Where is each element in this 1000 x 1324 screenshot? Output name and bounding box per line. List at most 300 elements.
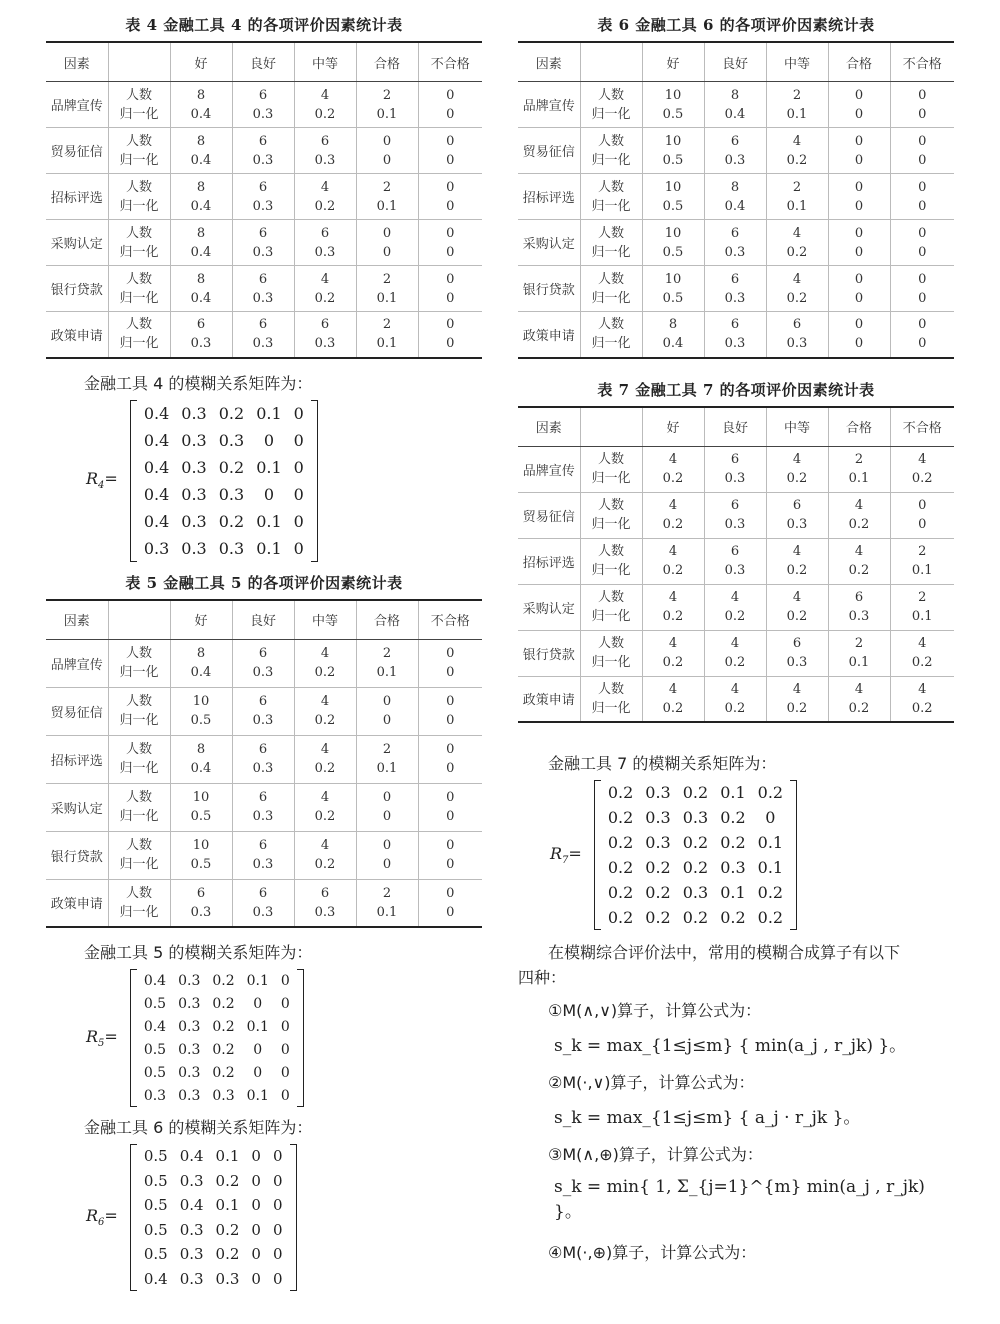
matrix-cell: 0.4	[143, 1269, 168, 1288]
count-value: 4	[320, 790, 330, 805]
table-row	[518, 538, 954, 584]
value-cell	[890, 128, 954, 174]
value-cell	[828, 312, 890, 358]
matrix-row	[138, 1061, 296, 1084]
matrix-cell: 0.5	[143, 1064, 167, 1081]
count-value: 2	[382, 742, 392, 757]
matrix-cell: 0	[272, 1220, 283, 1239]
matrix-cell: 0.2	[607, 783, 634, 802]
formula-3: s_k = min{ 1, Σ_{j=1}^{m} min(a_j , r_jk) }。	[554, 1177, 925, 1222]
table-row	[518, 630, 954, 676]
count-value: 8	[730, 87, 740, 103]
matrix-cell: 0.3	[682, 883, 709, 902]
column-header: 不合格	[418, 600, 482, 640]
matrix-cell: 0	[251, 1269, 261, 1288]
count-value: 2	[854, 452, 864, 467]
operator-2-label: ②M(·,∨)算子，计算公式为：	[548, 1073, 755, 1092]
row-sub-labels	[580, 82, 642, 128]
normalized-value: 0.3	[848, 609, 870, 624]
matrix-cell: 0	[251, 1171, 261, 1190]
normalized-value: 0.3	[314, 152, 336, 168]
matrix-symbol: R	[86, 469, 99, 489]
factor-label: 贸易征信	[46, 687, 108, 735]
matrix-cell: 0.2	[215, 1171, 240, 1190]
value-cell	[642, 220, 704, 266]
row-sub-labels	[580, 128, 642, 174]
sub-label: 人数	[597, 317, 624, 333]
value-cell	[356, 266, 418, 312]
value-cell	[356, 687, 418, 735]
count-value: 8	[730, 179, 740, 195]
matrix-cell: 0	[293, 511, 304, 531]
count-value: 0	[446, 225, 455, 241]
normalized-value: 0	[854, 152, 864, 168]
normalized-value: 0.4	[190, 665, 212, 680]
normalized-value: 0.3	[724, 290, 746, 306]
factor-label: 采购认定	[46, 783, 108, 831]
count-value: 6	[730, 225, 740, 241]
sub-label: 人数	[125, 646, 152, 661]
normalized-value: 0.1	[911, 609, 933, 624]
count-value: 0	[918, 87, 927, 103]
matrix-cell: 0	[280, 972, 290, 989]
operator-1-label: ①M(∧,∨)算子，计算公式为：	[548, 1001, 762, 1020]
count-value: 4	[668, 590, 678, 605]
matrix-cell: 0.2	[215, 1245, 240, 1264]
value-cell	[642, 174, 704, 220]
value-cell	[642, 538, 704, 584]
matrix-brackets	[130, 400, 318, 562]
matrix-row	[138, 481, 310, 508]
normalized-value: 0.5	[190, 809, 212, 824]
matrix-cell: 0	[293, 403, 304, 423]
count-value: 4	[854, 681, 864, 697]
value-cell	[232, 266, 294, 312]
table-row	[518, 128, 954, 174]
table-row	[518, 446, 954, 492]
matrix-cell: 0.2	[218, 457, 245, 477]
normalized-value: 0.4	[190, 244, 212, 260]
table-row	[46, 82, 482, 128]
matrix-cell: 0.3	[212, 1087, 235, 1104]
sub-label: 人数	[597, 544, 624, 559]
formula-2: s_k = max_{1≤j≤m} { a_j · r_jk }。	[554, 1108, 861, 1128]
column-header	[108, 600, 170, 640]
equals-sign: =	[104, 469, 118, 489]
column-header: 合格	[356, 42, 418, 82]
row-sub-labels	[108, 312, 170, 358]
sub-label: 归一化	[591, 336, 631, 352]
row-sub-labels	[580, 446, 642, 492]
value-cell	[294, 687, 356, 735]
column-header: 不合格	[890, 42, 954, 82]
sub-label: 归一化	[591, 471, 631, 486]
value-cell	[294, 174, 356, 220]
value-cell	[828, 584, 890, 630]
value-cell	[766, 676, 828, 722]
normalized-value: 0.2	[911, 471, 933, 486]
matrix-cell: 0	[293, 484, 304, 504]
matrix-cell: 0.2	[682, 833, 709, 852]
matrix-cell: 0.5	[143, 1245, 168, 1264]
matrix-cell: 0.5	[143, 995, 167, 1012]
count-value: 4	[730, 590, 740, 605]
value-cell	[170, 312, 232, 358]
column-header: 中等	[766, 407, 828, 447]
sub-label: 人数	[125, 225, 152, 241]
count-value: 6	[792, 317, 802, 333]
value-cell	[766, 492, 828, 538]
count-value: 2	[918, 544, 927, 559]
normalized-value: 0.1	[376, 106, 398, 122]
count-value: 8	[196, 225, 206, 241]
count-value: 4	[668, 498, 678, 513]
normalized-value: 0.2	[314, 761, 336, 776]
matrix-cell: 0.4	[143, 484, 170, 504]
matrix-cell: 0.2	[757, 908, 784, 927]
count-value: 6	[258, 742, 268, 757]
matrix-cell: 0.3	[645, 808, 671, 827]
count-value: 6	[258, 694, 268, 709]
matrix-cell: 0.3	[178, 1087, 201, 1104]
sub-label: 归一化	[119, 290, 159, 306]
value-cell	[356, 220, 418, 266]
count-value: 0	[854, 87, 864, 103]
value-cell	[704, 446, 766, 492]
table-header-row	[46, 600, 482, 640]
value-cell	[704, 82, 766, 128]
value-cell	[642, 584, 704, 630]
value-cell	[642, 312, 704, 358]
matrix-cell: 0.3	[178, 1018, 201, 1035]
normalized-value: 0	[446, 152, 455, 168]
count-value: 8	[196, 133, 206, 149]
matrix-cell: 0.3	[218, 430, 245, 450]
value-cell	[642, 446, 704, 492]
count-value: 2	[918, 590, 927, 605]
normalized-value: 0	[918, 336, 927, 352]
row-sub-labels	[580, 266, 642, 312]
row-sub-labels	[108, 266, 170, 312]
sub-label: 归一化	[591, 609, 631, 624]
normalized-value: 0.2	[724, 655, 746, 670]
sub-label: 人数	[597, 179, 624, 195]
count-value: 0	[854, 225, 864, 241]
count-value: 8	[196, 742, 206, 757]
normalized-value: 0.3	[252, 106, 274, 122]
equals-sign: =	[104, 1026, 118, 1046]
factor-label: 招标评选	[46, 174, 108, 220]
normalized-value: 0	[382, 244, 392, 260]
sub-label: 人数	[125, 694, 152, 709]
matrix-label	[86, 1206, 124, 1228]
value-cell	[828, 676, 890, 722]
matrix-cell: 0.3	[720, 858, 746, 877]
column-header: 良好	[232, 600, 294, 640]
column-header: 不合格	[890, 407, 954, 447]
normalized-value: 0	[446, 857, 455, 872]
count-value: 4	[792, 225, 802, 241]
value-cell	[356, 128, 418, 174]
sub-label: 归一化	[119, 713, 159, 728]
matrix-cell: 0.3	[143, 1087, 167, 1104]
matrix-r7-intro: 金融工具 7 的模糊关系矩阵为：	[548, 754, 777, 773]
value-cell	[890, 82, 954, 128]
count-value: 10	[192, 790, 210, 805]
normalized-value: 0	[854, 106, 864, 122]
matrix-label	[86, 469, 124, 491]
factor-label: 采购认定	[518, 584, 580, 630]
matrix-cell: 0.4	[179, 1147, 204, 1166]
normalized-value: 0.3	[252, 290, 274, 306]
matrix-cell: 0	[251, 1147, 261, 1166]
count-value: 6	[196, 317, 206, 333]
value-cell	[828, 446, 890, 492]
factor-label: 品牌宣传	[518, 82, 580, 128]
matrix-row	[138, 535, 310, 562]
normalized-value: 0.2	[662, 517, 684, 532]
sub-label: 人数	[125, 790, 152, 805]
matrix-cell: 0.2	[720, 833, 746, 852]
value-cell	[766, 630, 828, 676]
row-sub-labels	[580, 312, 642, 358]
table-row	[46, 687, 482, 735]
normalized-value: 0.2	[848, 517, 870, 532]
normalized-value: 0	[446, 244, 455, 260]
value-cell	[356, 735, 418, 783]
count-value: 4	[730, 636, 740, 651]
matrix-brackets	[594, 780, 797, 930]
matrix-cell: 0.3	[181, 538, 207, 558]
matrix-cell: 0.3	[645, 783, 671, 802]
count-value: 0	[918, 179, 927, 195]
value-cell	[766, 446, 828, 492]
matrix-symbol: R	[550, 843, 563, 863]
sub-label: 归一化	[591, 290, 631, 306]
value-cell	[828, 538, 890, 584]
normalized-value: 0.4	[724, 106, 746, 122]
count-value: 4	[320, 838, 330, 853]
normalized-value: 0	[446, 198, 455, 214]
count-value: 6	[258, 838, 268, 853]
count-value: 4	[668, 452, 678, 467]
normalized-value: 0.1	[786, 198, 808, 214]
factor-label: 银行贷款	[518, 630, 580, 676]
table-header-row	[46, 42, 482, 82]
count-value: 6	[730, 452, 740, 467]
normalized-value: 0.4	[662, 336, 684, 352]
value-cell	[232, 687, 294, 735]
matrix-cell: 0.3	[179, 1171, 204, 1190]
matrix-cell: 0.3	[181, 484, 207, 504]
value-cell	[642, 492, 704, 538]
matrix-cell: 0.5	[143, 1196, 168, 1215]
sub-label: 人数	[597, 636, 624, 651]
matrix-cell: 0.1	[757, 858, 784, 877]
count-value: 4	[320, 271, 330, 287]
matrix-cell: 0.4	[179, 1196, 204, 1215]
count-value: 2	[382, 885, 392, 901]
table-7	[518, 406, 954, 724]
column-header: 良好	[704, 407, 766, 447]
normalized-value: 0.2	[848, 563, 870, 578]
count-value: 0	[918, 225, 927, 241]
factor-label: 采购认定	[46, 220, 108, 266]
count-value: 6	[320, 317, 330, 333]
matrix-cell: 0.1	[720, 883, 746, 902]
matrix-cell: 0.2	[607, 908, 634, 927]
paragraph-line-1: 在模糊综合评价法中，常用的模糊合成算子有以下	[548, 943, 901, 962]
normalized-value: 0.3	[190, 904, 212, 920]
matrix-cell: 0.3	[179, 1220, 204, 1239]
sub-label: 归一化	[591, 198, 631, 214]
column-header: 合格	[828, 42, 890, 82]
matrix-cell: 0.4	[143, 403, 170, 423]
normalized-value: 0.3	[786, 517, 808, 532]
count-value: 6	[258, 317, 268, 333]
matrix-cell: 0.2	[645, 858, 671, 877]
count-value: 4	[668, 636, 678, 651]
value-cell	[642, 266, 704, 312]
count-value: 10	[664, 179, 682, 195]
sub-label: 人数	[597, 271, 624, 287]
matrix-cell: 0	[253, 995, 263, 1012]
column-header: 因素	[46, 600, 108, 640]
matrix-cell: 0.3	[218, 484, 245, 504]
normalized-value: 0.1	[848, 471, 870, 486]
value-cell	[704, 492, 766, 538]
normalized-value: 0.3	[314, 244, 336, 260]
table-row	[46, 220, 482, 266]
matrix-symbol: R	[86, 1026, 99, 1046]
row-sub-labels	[108, 174, 170, 220]
count-value: 0	[446, 742, 455, 757]
normalized-value: 0.2	[848, 700, 870, 716]
count-value: 6	[258, 225, 268, 241]
factor-label: 品牌宣传	[46, 82, 108, 128]
normalized-value: 0	[918, 517, 927, 532]
matrix-row	[138, 992, 296, 1015]
normalized-value: 0.3	[724, 563, 746, 578]
value-cell	[232, 174, 294, 220]
count-value: 2	[792, 179, 802, 195]
value-cell	[418, 783, 482, 831]
count-value: 4	[918, 452, 927, 467]
value-cell	[890, 584, 954, 630]
value-cell	[642, 82, 704, 128]
normalized-value: 0	[446, 809, 455, 824]
value-cell	[766, 174, 828, 220]
value-cell	[704, 128, 766, 174]
normalized-value: 0	[446, 761, 455, 776]
sub-label: 归一化	[591, 152, 631, 168]
matrix-cell: 0	[253, 1064, 263, 1081]
matrix-cell: 0.2	[645, 883, 671, 902]
factor-label: 政策申请	[518, 312, 580, 358]
matrix-cell: 0.4	[143, 972, 167, 989]
sub-label: 归一化	[591, 563, 631, 578]
normalized-value: 0.1	[848, 655, 870, 670]
normalized-value: 0.1	[376, 761, 398, 776]
value-cell	[356, 82, 418, 128]
matrix-row	[138, 1015, 296, 1038]
matrix-row	[602, 905, 789, 930]
column-header: 好	[642, 407, 704, 447]
matrix-cell: 0.3	[143, 538, 170, 558]
value-cell	[418, 82, 482, 128]
matrix-cell: 0	[272, 1245, 283, 1264]
table-row	[518, 676, 954, 722]
left-column	[46, 0, 482, 1291]
matrix-cell: 0.5	[143, 1147, 168, 1166]
sub-label: 人数	[125, 317, 152, 333]
matrix-row	[138, 1267, 289, 1292]
table-4-caption: 表 4 金融工具 4 的各项评价因素统计表	[125, 16, 403, 34]
count-value: 0	[446, 87, 455, 103]
right-column	[518, 0, 954, 1263]
matrix-r5-intro: 金融工具 5 的模糊关系矩阵为：	[84, 943, 313, 962]
value-cell	[642, 676, 704, 722]
factor-label: 政策申请	[46, 879, 108, 927]
value-cell	[418, 831, 482, 879]
count-value: 8	[196, 271, 206, 287]
value-cell	[356, 879, 418, 927]
matrix-cell: 0	[765, 808, 776, 827]
column-header: 中等	[294, 42, 356, 82]
value-cell	[418, 128, 482, 174]
table-7-caption: 表 7 金融工具 7 的各项评价因素统计表	[597, 380, 875, 399]
value-cell	[890, 220, 954, 266]
sub-label: 归一化	[119, 761, 159, 776]
value-cell	[294, 831, 356, 879]
row-sub-labels	[580, 584, 642, 630]
factor-label: 贸易征信	[46, 128, 108, 174]
normalized-value: 0.2	[314, 106, 336, 122]
count-value: 4	[792, 271, 802, 287]
value-cell	[294, 783, 356, 831]
matrix-r6-intro: 金融工具 6 的模糊关系矩阵为：	[84, 1118, 313, 1137]
sub-label: 人数	[125, 271, 152, 287]
value-cell	[356, 174, 418, 220]
factor-label: 招标评选	[518, 538, 580, 584]
value-cell	[232, 82, 294, 128]
matrix-cell: 0	[280, 1041, 290, 1058]
matrix-cell: 0.4	[143, 430, 170, 450]
count-value: 10	[192, 694, 210, 709]
matrix-cell: 0.2	[757, 883, 784, 902]
sub-label: 人数	[597, 498, 624, 513]
matrix-cell: 0.3	[215, 1269, 240, 1288]
sub-label: 归一化	[119, 857, 159, 872]
count-value: 2	[382, 271, 392, 287]
normalized-value: 0.2	[786, 700, 808, 716]
count-value: 8	[196, 87, 206, 103]
column-header: 不合格	[418, 42, 482, 82]
matrix-cell: 0.3	[682, 808, 709, 827]
normalized-value: 0.5	[190, 857, 212, 872]
matrix-cell: 0.2	[645, 908, 671, 927]
matrix-cell: 0	[263, 430, 274, 450]
value-cell	[356, 639, 418, 687]
value-cell	[356, 312, 418, 358]
matrix-cell: 0.2	[215, 1220, 240, 1239]
matrix-cell: 0.1	[256, 511, 282, 531]
count-value: 0	[446, 133, 455, 149]
matrix-row	[138, 400, 310, 427]
count-value: 6	[258, 133, 268, 149]
matrix-cell: 0	[251, 1245, 261, 1264]
count-value: 0	[446, 317, 455, 333]
